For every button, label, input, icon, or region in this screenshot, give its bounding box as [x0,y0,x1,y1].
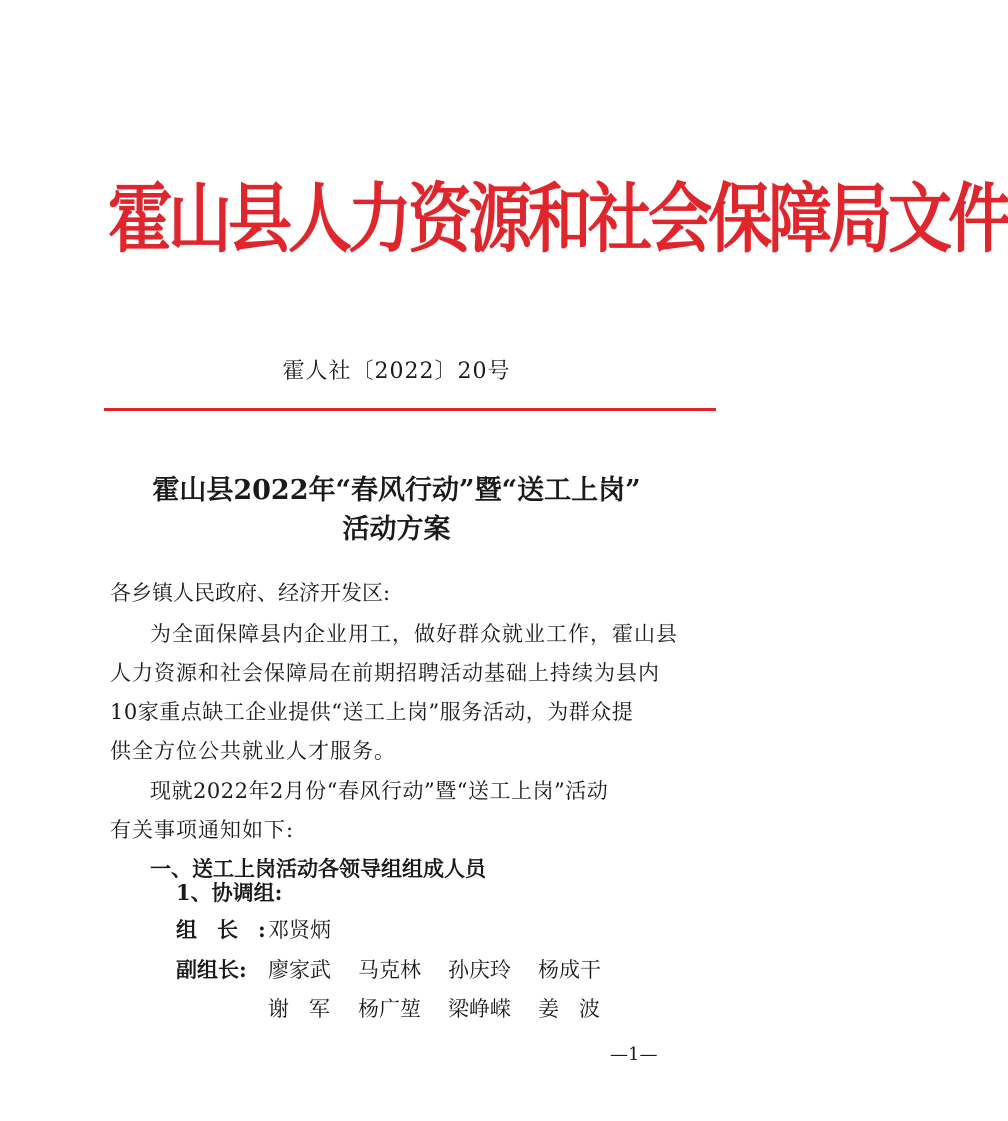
deputy-name: 马克林 [358,958,421,982]
paragraph-2-line-1: 现就2022年2月份“春风行动”暨“送工上岗”活动 [150,779,609,803]
agency-header-title: 霍山县人力资源和社会保障局文件 [108,176,1008,264]
subsection-heading-coordination-group: 1、协调组: [176,880,283,905]
document-title-line-2: 活动方案 [342,514,451,545]
paragraph-1-line-3: 10家重点缺工企业提供“送工上岗”服务活动，为群众提 [110,700,634,724]
deputy-name: 姜波 [538,997,620,1021]
deputy-name: 廖家武 [268,958,331,982]
salutation: 各乡镇人民政府、经济开发区: [110,581,391,605]
deputy-name: 谢军 [268,997,350,1021]
deputy-leader-label: 副组长: [176,957,247,982]
deputy-name: 杨成干 [538,958,601,982]
document-title-line-1: 霍山县2022年“春风行动”暨“送工上岗” [152,475,641,506]
leader-label: 组长: [176,917,286,942]
paragraph-1-line-1: 为全面保障县内企业用工，做好群众就业工作，霍山县 [150,622,678,646]
paragraph-1-line-4: 供全方位公共就业人才服务。 [110,739,396,763]
section-heading-1: 一、送工上岗活动各领导组组成人员 [150,857,486,881]
document-number: 霍人社〔2022〕20号 [282,359,511,384]
leader-name: 邓贤炳 [268,918,331,942]
red-divider-rule [104,408,716,411]
deputy-name: 梁峥嵘 [448,997,511,1021]
page-number: —1— [610,1044,658,1065]
deputy-name: 杨广堃 [358,997,421,1021]
paragraph-1-line-2: 人力资源和社会保障局在前期招聘活动基础上持续为县内 [110,661,660,685]
deputy-name: 孙庆玲 [448,958,511,982]
paragraph-2-line-2: 有关事项通知如下: [110,818,295,842]
